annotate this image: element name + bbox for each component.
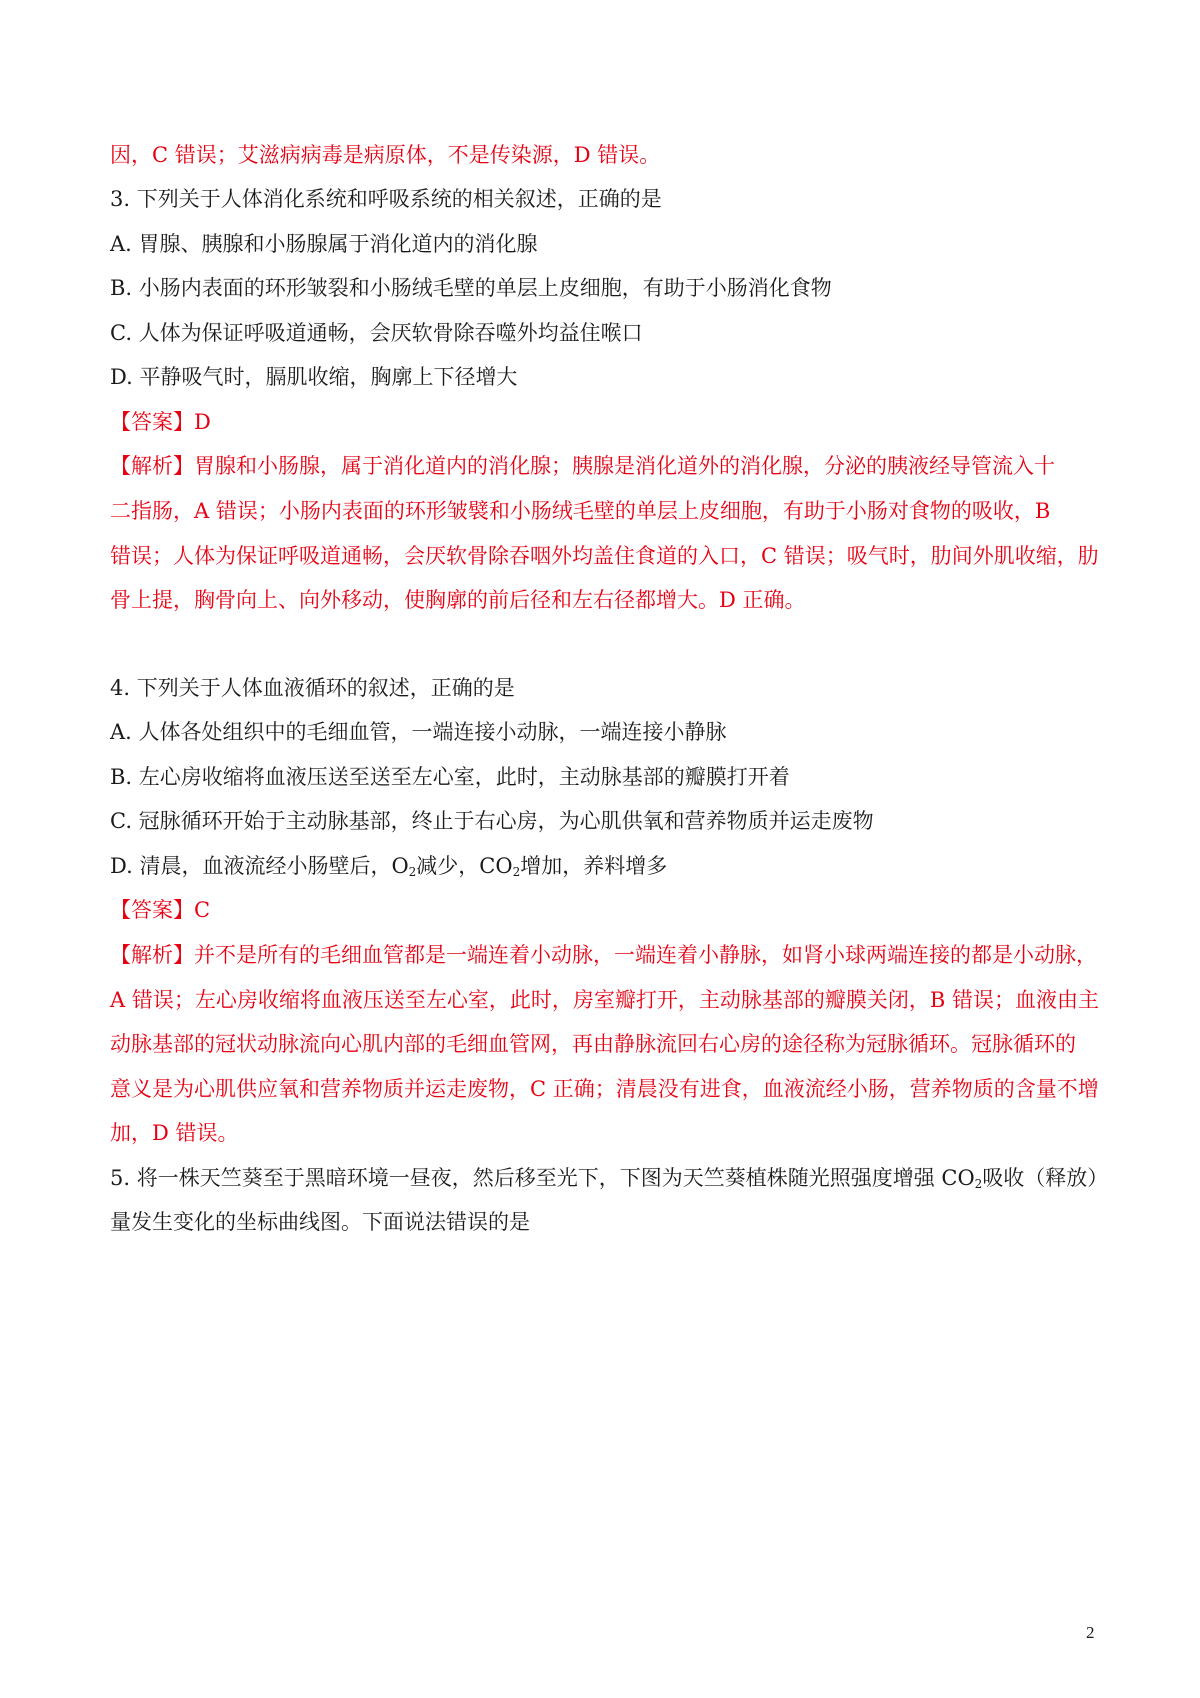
question-4-analysis-line-2: A 错误；左心房收缩将血液压送至左心室，此时，房室瓣打开，主动脉基部的瓣膜关闭，B 错误；血液由主	[110, 988, 1099, 1012]
question-3-option-c: C. 人体为保证呼吸道通畅，会厌软骨除吞噬外均益住喉口	[110, 321, 643, 345]
question-3-analysis-line-4: 骨上提，胸骨向上、向外移动，使胸廓的前后径和左右径都增大。D 正确。	[110, 588, 806, 612]
question-5-stem-line-1: 5. 将一株天竺葵至于黑暗环境一昼夜，然后移至光下，下图为天竺葵植株随光照强度增强 $CO_2$吸收（释放）	[110, 1166, 1109, 1191]
question-3-answer: 【答案】D	[110, 410, 211, 434]
question-3-analysis-line-2: 二指肠，A 错误；小肠内表面的环形皱襞和小肠绒毛壁的单层上皮细胞，有助于小肠对食物的吸收，B	[110, 499, 1051, 523]
question-4-analysis-line-4: 意义是为心肌供应氧和营养物质并运走废物，C 正确；清晨没有进食，血液流经小肠，营养物质的含量不增	[110, 1077, 1099, 1101]
question-4-stem: 4. 下列关于人体血液循环的叙述，正确的是	[110, 676, 515, 700]
question-4-analysis-line-5: 加，D 错误。	[110, 1121, 239, 1145]
page-number: 2	[1086, 1623, 1095, 1642]
question-4-analysis-line-1: 【解析】并不是所有的毛细血管都是一端连着小动脉，一端连着小静脉，如肾小球两端连接的都是小动脉，	[110, 943, 1097, 967]
question-4-analysis-line-3: 动脉基部的冠状动脉流向心肌内部的毛细血管网，再由静脉流回右心房的途径称为冠脉循环。冠脉循环的	[110, 1032, 1076, 1056]
question-3-analysis-line-3: 错误；人体为保证呼吸道通畅，会厌软骨除吞咽外均盖住食道的入口，C 错误；吸气时，肋间外肌收缩，肋	[110, 544, 1099, 568]
question-3-option-d: D. 平静吸气时，膈肌收缩，胸廓上下径增大	[110, 365, 518, 389]
question-3-analysis-line-1: 【解析】胃腺和小肠腺，属于消化道内的消化腺；胰腺是消化道外的消化腺，分泌的胰液经导管流入十	[110, 454, 1055, 478]
analysis-continuation: 因，C 错误；艾滋病病毒是病原体，不是传染源，D 错误。	[110, 143, 661, 167]
question-4-option-c: C. 冠脉循环开始于主动脉基部，终止于右心房，为心肌供氧和营养物质并运走废物	[110, 809, 874, 833]
question-3-option-a: A. 胃腺、胰腺和小肠腺属于消化道内的消化腺	[110, 232, 538, 256]
question-4-option-a: A. 人体各处组织中的毛细血管，一端连接小动脉，一端连接小静脉	[110, 720, 727, 744]
question-3-stem: 3. 下列关于人体消化系统和呼吸系统的相关叙述，正确的是	[110, 187, 662, 211]
question-4-option-d: D. 清晨，血液流经小肠壁后，$O_2$减少，$CO_2$增加，养料增多	[110, 854, 668, 879]
question-3-option-b: B. 小肠内表面的环形皱裂和小肠绒毛壁的单层上皮细胞，有助于小肠消化食物	[110, 276, 832, 300]
question-4-option-b: B. 左心房收缩将血液压送至送至左心室，此时，主动脉基部的瓣膜打开着	[110, 765, 790, 789]
question-5-stem-line-2: 量发生变化的坐标曲线图。下面说法错误的是	[110, 1210, 530, 1234]
question-4-answer: 【答案】C	[110, 898, 211, 922]
